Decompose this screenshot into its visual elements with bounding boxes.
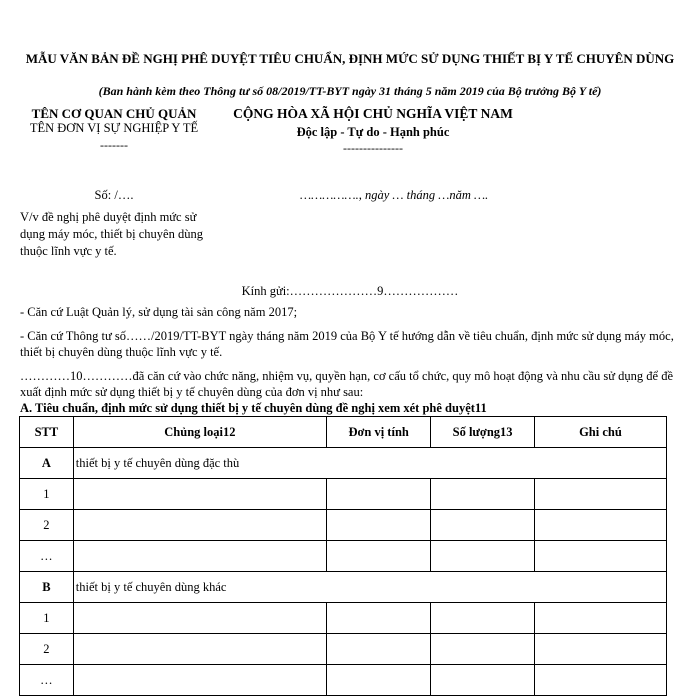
cell-quantity[interactable] bbox=[431, 479, 535, 510]
group-label: thiết bị y tế chuyên dùng khác bbox=[73, 572, 666, 603]
cell-note[interactable] bbox=[534, 541, 666, 572]
cell-type[interactable] bbox=[73, 634, 326, 665]
cell-type[interactable] bbox=[73, 665, 326, 696]
table-header-row bbox=[20, 417, 667, 448]
unit-name: TÊN ĐƠN VỊ SỰ NGHIỆP Y TẾ bbox=[29, 121, 199, 135]
cell-type[interactable] bbox=[73, 603, 326, 634]
cell-unit[interactable] bbox=[326, 510, 430, 541]
cell-unit[interactable] bbox=[326, 634, 430, 665]
table-row bbox=[20, 541, 667, 572]
row-stt: 2 bbox=[20, 634, 74, 665]
row-stt: 1 bbox=[20, 603, 74, 634]
cell-note[interactable] bbox=[534, 603, 666, 634]
legal-basis-2: - Căn cứ Thông tư số……/2019/TT-BYT ngày tháng năm 2019 của Bộ Y tế hướng dẫn về tiêu chuẩn, định mức sử dụng máy móc, thiết bị chuyên dùng thuộc lĩnh vực y tế. bbox=[20, 329, 674, 359]
organization-divider: ------- bbox=[100, 138, 128, 152]
row-stt: 1 bbox=[20, 479, 74, 510]
table-row bbox=[20, 603, 667, 634]
cell-note[interactable] bbox=[534, 665, 666, 696]
recipient-line: Kính gửi:…………………9……………… bbox=[241, 284, 459, 298]
table-group-row-b bbox=[20, 572, 667, 603]
document-number: Số: /…. bbox=[94, 188, 134, 202]
equipment-table bbox=[19, 416, 667, 696]
document-title: MẪU VĂN BẢN ĐỀ NGHỊ PHÊ DUYỆT TIÊU CHUẨN, ĐỊNH MỨC SỬ DỤNG THIẾT BỊ Y TẾ CHUYÊN DÙNG bbox=[25, 51, 675, 66]
table-row bbox=[20, 665, 667, 696]
cell-quantity[interactable] bbox=[431, 510, 535, 541]
organization-block bbox=[18, 106, 210, 153]
cell-note[interactable] bbox=[534, 510, 666, 541]
column-header-quantity: Số lượng13 bbox=[431, 417, 535, 448]
cell-unit[interactable] bbox=[326, 603, 430, 634]
national-motto: Độc lập - Tự do - Hạnh phúc bbox=[296, 125, 450, 139]
cell-type[interactable] bbox=[73, 479, 326, 510]
column-header-stt: STT bbox=[20, 417, 74, 448]
cell-type[interactable] bbox=[73, 510, 326, 541]
cell-quantity[interactable] bbox=[431, 541, 535, 572]
document-subtitle: (Ban hành kèm theo Thông tư số 08/2019/TT-BYT ngày 31 tháng 5 năm 2019 của Bộ trưởng Bộ Y tế) bbox=[98, 84, 602, 98]
group-stt: A bbox=[20, 448, 74, 479]
row-stt: 2 bbox=[20, 510, 74, 541]
section-a-title: A. Tiêu chuẩn, định mức sử dụng thiết bị y tế chuyên dùng đề nghị xem xét phê duyệt11 bbox=[20, 401, 487, 415]
cell-unit[interactable] bbox=[326, 665, 430, 696]
document-subject: V/v đề nghị phê duyệt định mức sử dụng máy móc, thiết bị chuyên dùng thuộc lĩnh vực y tế. bbox=[20, 210, 203, 258]
group-label: thiết bị y tế chuyên dùng đặc thù bbox=[73, 448, 666, 479]
national-header bbox=[218, 106, 528, 156]
legal-basis-1: - Căn cứ Luật Quản lý, sử dụng tài sản công năm 2017; bbox=[20, 305, 298, 319]
cell-type[interactable] bbox=[73, 541, 326, 572]
proposal-paragraph: …………10…………đã căn cứ vào chức năng, nhiệm vụ, quyền hạn, cơ cấu tổ chức, quy mô hoạt động và nhu cầu sử dụng để đề xuất định mức sử dụng thiết bị y tế chuyên dùng của đơn vị như sau: bbox=[20, 369, 673, 399]
row-stt: … bbox=[20, 541, 74, 572]
cell-quantity[interactable] bbox=[431, 603, 535, 634]
cell-unit[interactable] bbox=[326, 479, 430, 510]
cell-quantity[interactable] bbox=[431, 634, 535, 665]
column-header-type: Chủng loại12 bbox=[73, 417, 326, 448]
national-divider: --------------- bbox=[343, 141, 403, 155]
group-stt: B bbox=[20, 572, 74, 603]
table-group-row-a bbox=[20, 448, 667, 479]
cell-note[interactable] bbox=[534, 634, 666, 665]
cell-note[interactable] bbox=[534, 479, 666, 510]
table-row bbox=[20, 479, 667, 510]
cell-unit[interactable] bbox=[326, 541, 430, 572]
column-header-note: Ghi chú bbox=[534, 417, 666, 448]
row-stt: … bbox=[20, 665, 74, 696]
document-date: ……………., ngày … tháng …năm …. bbox=[300, 188, 489, 202]
cell-quantity[interactable] bbox=[431, 665, 535, 696]
national-title: CỘNG HÒA XÃ HỘI CHỦ NGHĨA VIỆT NAM bbox=[233, 106, 513, 121]
table-row bbox=[20, 510, 667, 541]
column-header-unit: Đơn vị tính bbox=[326, 417, 430, 448]
organization-name: TÊN CƠ QUAN CHỦ QUẢN bbox=[31, 106, 197, 121]
table-row bbox=[20, 634, 667, 665]
